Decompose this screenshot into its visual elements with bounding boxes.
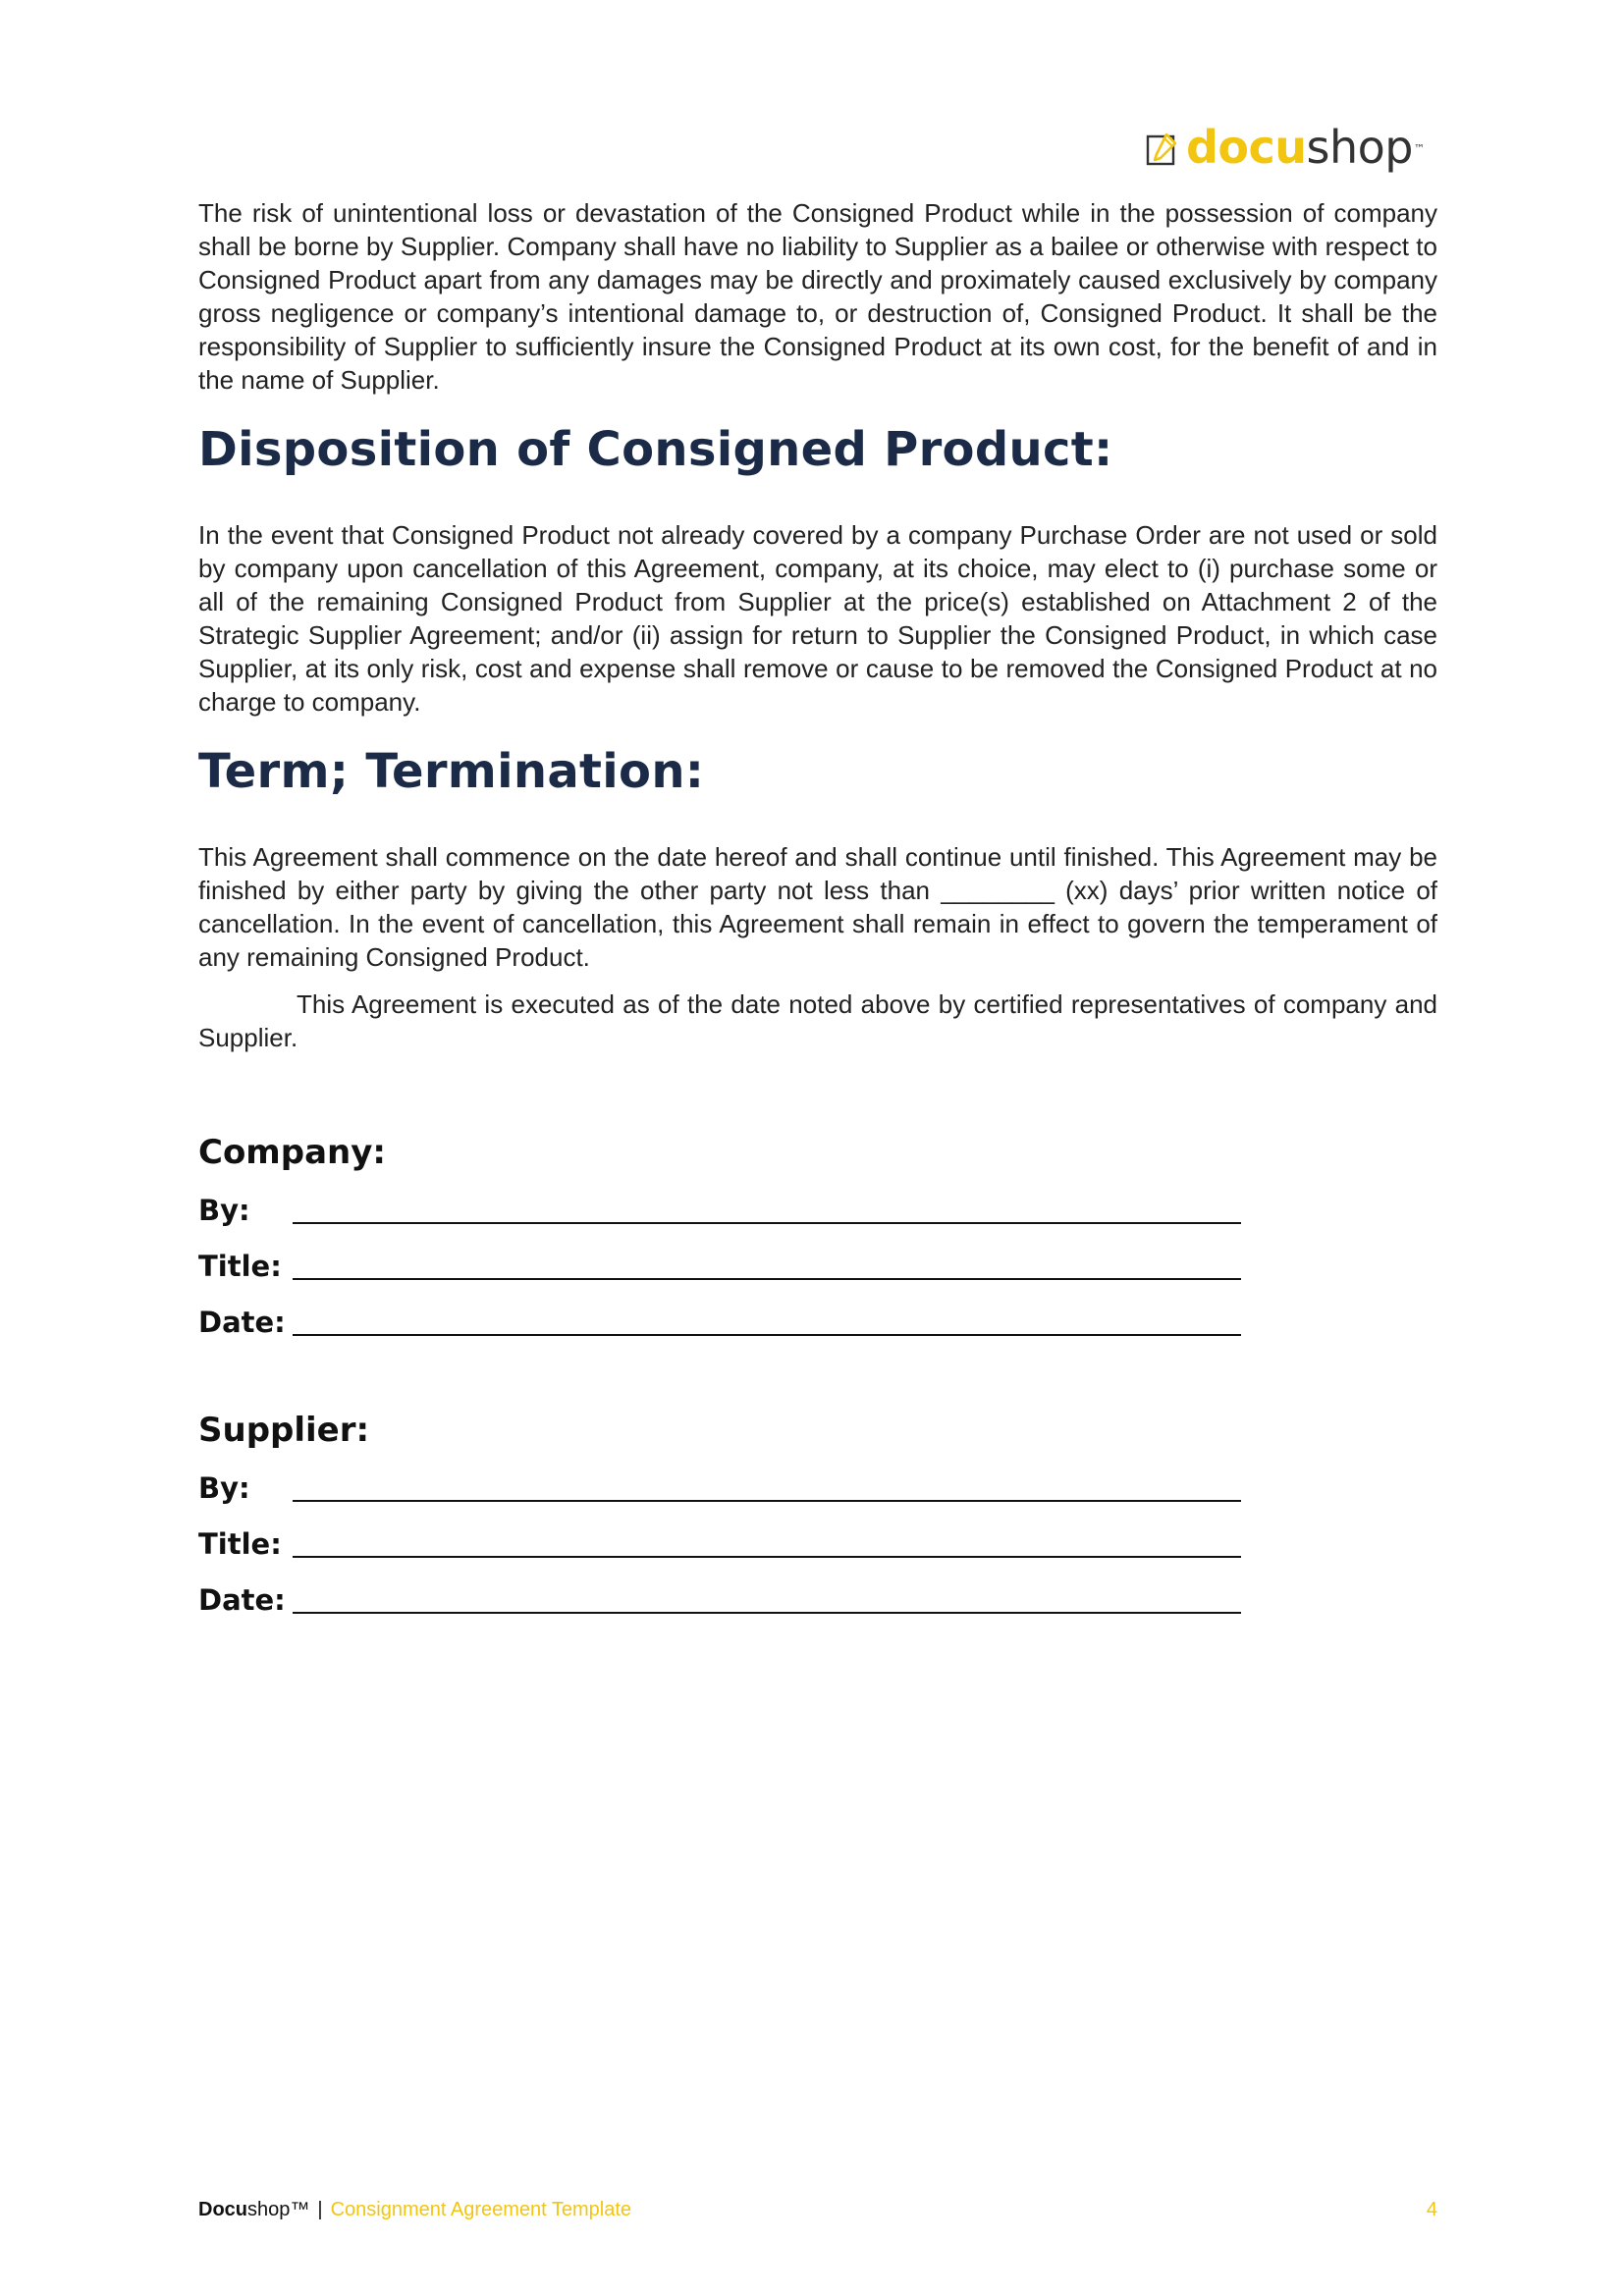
supplier-by-row <box>198 1450 1437 1506</box>
supplier-date-row <box>198 1562 1437 1618</box>
logo-wordmark <box>1186 120 1426 175</box>
supplier-date-label: Date: <box>198 1583 286 1617</box>
term-heading: Term; Termination: <box>198 744 705 799</box>
disposition-heading: Disposition of Consigned Product: <box>198 422 1113 477</box>
logo-trademark: ™ <box>1414 142 1426 155</box>
company-by-label: By: <box>198 1194 250 1227</box>
footer-brand-bold: Docu <box>198 2199 247 2220</box>
pencil-document-icon <box>1145 132 1180 167</box>
supplier-date-line[interactable] <box>293 1590 1241 1614</box>
document-body <box>198 196 1437 1618</box>
company-title-line[interactable] <box>293 1256 1241 1280</box>
footer-brand-rest: shop™ <box>247 2199 310 2220</box>
supplier-title-row <box>198 1506 1437 1562</box>
supplier-by-line[interactable] <box>293 1478 1241 1502</box>
term-paragraph: This Agreement shall commence on the date hereof and shall continue until finished. This Agreement may be finished by either party by giving the other party not less than ________ (xx) days’ prior written notice of cancellation. In the event of cancellation, this Agreement shall remain in effect to govern the temperament of any remaining Consigned Product. <box>198 842 1437 972</box>
company-date-label: Date: <box>198 1306 286 1339</box>
supplier-title-line[interactable] <box>293 1534 1241 1558</box>
supplier-heading: Supplier: <box>198 1411 370 1450</box>
company-by-line[interactable] <box>293 1201 1241 1224</box>
company-date-line[interactable] <box>293 1312 1241 1336</box>
logo-shop: shop <box>1306 121 1414 174</box>
footer-document-title: Consignment Agreement Template <box>330 2199 632 2220</box>
company-title-row <box>198 1228 1437 1284</box>
supplier-signature-block <box>198 1411 1437 1618</box>
footer-separator: | <box>317 2199 323 2220</box>
company-date-row <box>198 1284 1437 1340</box>
supplier-by-label: By: <box>198 1471 250 1505</box>
docushop-logo <box>1145 120 1426 175</box>
company-title-label: Title: <box>198 1250 282 1283</box>
company-signature-block <box>198 1133 1437 1340</box>
disposition-paragraph: In the event that Consigned Product not already covered by a company Purchase Order are not used or sold by company upon cancellation of this Agreement, company, at its choice, may elect to (i) purchase some or all of the remaining Consigned Product from Supplier at the price(s) established on Attachment 2 of the Strategic Supplier Agreement; and/or (ii) assign for return to Supplier the Consigned Product, in which case Supplier, at its only risk, cost and expense shall remove or cause to be removed the Consigned Product at no charge to company. <box>198 520 1437 717</box>
page-number: 4 <box>1426 2199 1437 2220</box>
logo-docu: docu <box>1186 121 1307 174</box>
executed-paragraph: This Agreement is executed as of the date noted above by certified representatives of company and Supplier. <box>198 989 1437 1052</box>
risk-paragraph: The risk of unintentional loss or devastation of the Consigned Product while in the possession of company shall be borne by Supplier. Company shall have no liability to Supplier as a bailee or otherwise with respect to Consigned Product apart from any damages may be directly and proximately caused exclusively by company gross negligence or company’s intentional damage to, or destruction of, Consigned Product. It shall be the responsibility of Supplier to sufficiently insure the Consigned Product at its own cost, for the benefit of and in the name of Supplier. <box>198 198 1437 395</box>
company-heading: Company: <box>198 1133 386 1172</box>
page-footer <box>198 2197 1437 2222</box>
company-by-row <box>198 1172 1437 1228</box>
supplier-title-label: Title: <box>198 1527 282 1561</box>
